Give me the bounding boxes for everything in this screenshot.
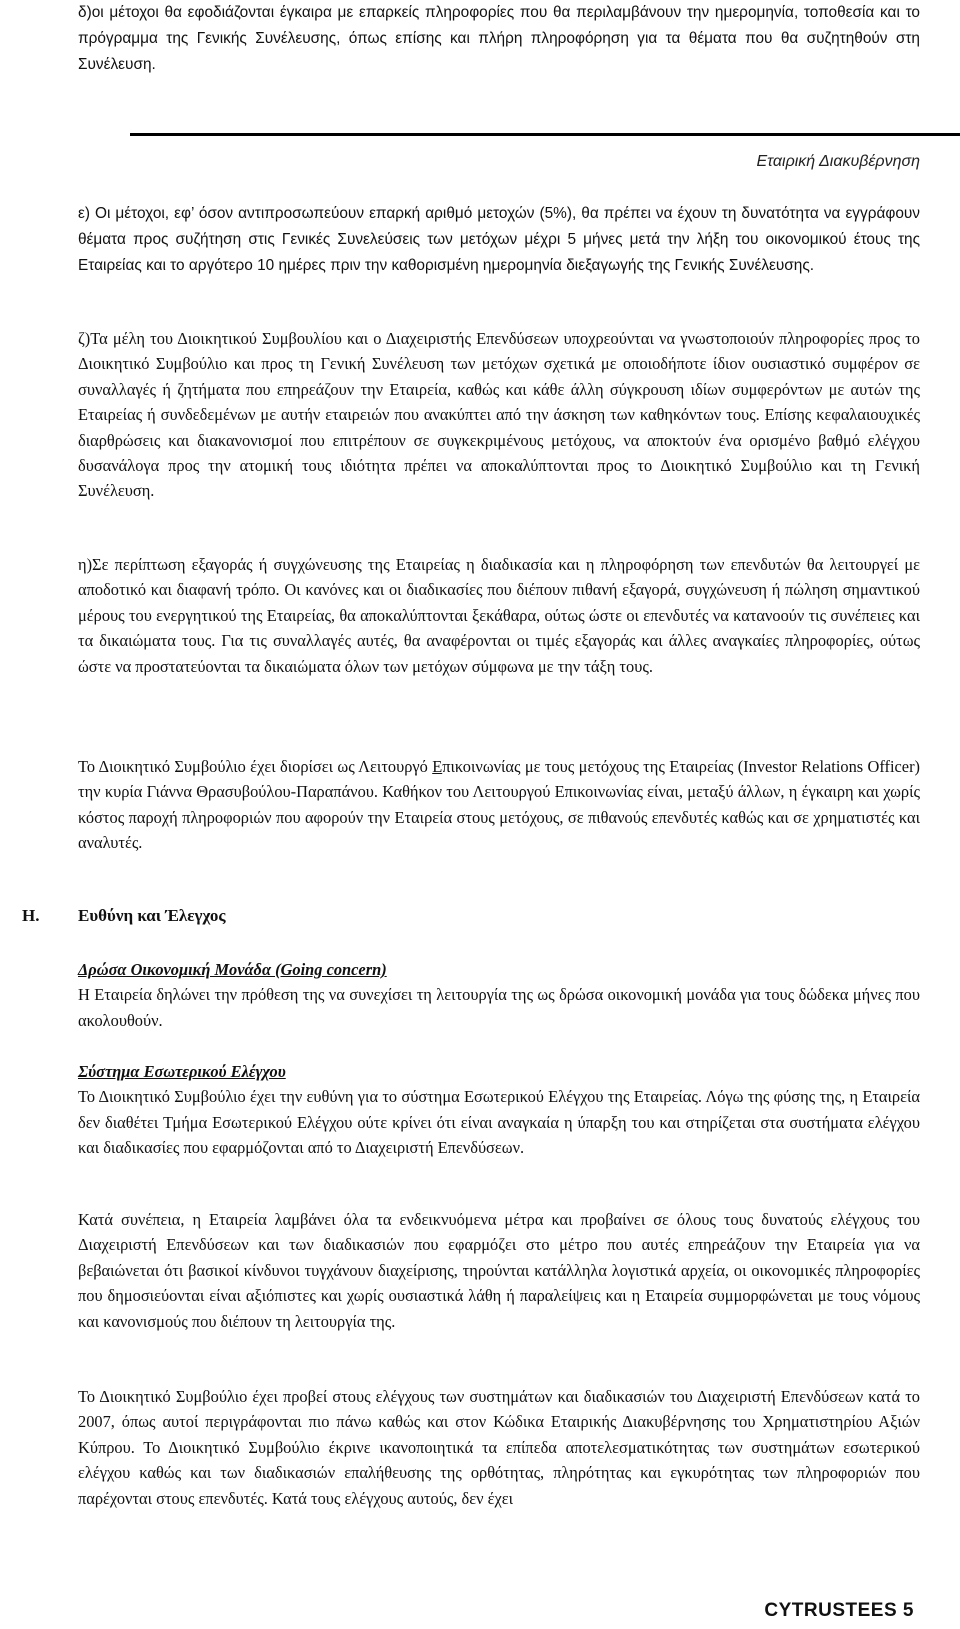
internal-control-block bbox=[78, 1059, 920, 1161]
header-rule bbox=[130, 133, 960, 136]
section-title: Ευθύνη και Έλεγχος bbox=[78, 906, 226, 925]
internal-control-text: Το Διοικητικό Συμβούλιο έχει την ευθύνη για το σύστημα Εσωτερικού Ελέγχου της Εταιρείας. Λόγω της φύσης της, η Εταιρεία δεν διαθέτει Τμήμα Εσωτερικού Ελέγχου ούτε κρίνει ότι είναι αναγκαία η ύπαρξη του και στηρίζεται στα συστήματα ελέγχου και διαδικασίες που εφαρμόζονται από το Διαχειριστή Επενδύσεων. bbox=[78, 1087, 920, 1158]
paragraph-consequently: Κατά συνέπεια, η Εταιρεία λαμβάνει όλα τα ενδεικνυόμενα μέτρα και προβαίνει σε όλους τους δυνατούς ελέγχους του Διαχειριστή Επενδύσεων και των διαδικασιών που εφαρμόζει στο μέτρο που αυτές επηρεάζουν την Εταιρεία για να βεβαιώνεται ότι βασικοί κίνδυνοι τυγχάνουν διαχείρισης, τηρούνται κατάλληλα λογιστικά αρχεία, οι οικονομικές πληροφορίες που δημοσιεύονται είναι αξιόπιστες και χωρίς ουσιαστικά λάθη ή παραλείψεις και η Εταιρεία συμμορφώνεται με τους νόμους και κανονισμούς που διέπουν τη λειτουργία της. bbox=[78, 1210, 920, 1331]
going-concern-heading: Δρώσα Οικονομική Μονάδα (Going concern) bbox=[78, 960, 387, 979]
going-concern-block bbox=[78, 957, 920, 1033]
paragraph-board-review: Το Διοικητικό Συμβούλιο έχει προβεί στους ελέγχους των συστημάτων και διαδικασιών του Διαχειριστή Επενδύσεων κατά το 2007, όπως αυτοί περιγράφονται πιο πάνω καθώς και στον Κώδικα Εταιρικής Διακυβέρνησης του Χρηματιστηρίου Αξιών Κύπρου. Το Διοικητικό Συμβούλιο έκρινε ικανοποιητικά τα επίπεδα αποτελεσματικότητας των συστημάτων εσωτερικού ελέγχου καθώς και των διαδικασιών επαλήθευσης της ορθότητας, πληρότητας και εγκυρότητας των πληροφοριών που παρέχονται στους επενδυτές. Κατά τους ελέγχους αυτούς, δεν έχει bbox=[78, 1387, 920, 1508]
paragraph-h: η)Σε περίπτωση εξαγοράς ή συγχώνευσης της Εταιρείας η διαδικασία και η πληροφόρηση των επενδυτών θα λειτουργεί με αποδοτικό και διαφανή τρόπο. Οι κανόνες και οι διαδικασίες που διέπουν πιθανή εξαγορά, συγχώνευση ή πώληση σημαντικού μέρους του ενεργητικού της Εταιρείας, θα αποκαλύπτονται ξεκάθαρα, ούτως ώστε οι επενδυτές να κατανοούν τις συνέπειες και τα δικαιώματα τους. Για τις συναλλαγές αυτές, θα αναφέρονται οι τιμές εξαγοράς και άλλες αναγκαίες πληροφορίες, ούτως ώστε να προστατεύονται τα δικαιώματα όλων των μετόχων σύμφωνα με την τάξη τους. bbox=[78, 555, 920, 676]
paragraph-investor-relations bbox=[78, 754, 920, 856]
going-concern-text: Η Εταιρεία δηλώνει την πρόθεση της να συνεχίσει τη λειτουργία της ως δρώσα οικονομική μονάδα για τους δώδεκα μήνες που ακολουθούν. bbox=[78, 985, 920, 1030]
paragraph-d: δ)οι μέτοχοι θα εφοδιάζονται έγκαιρα με επαρκείς πληροφορίες που θα περιλαμβάνουν την ημερομηνία, τοποθεσία και το πρόγραμμα της Γενικής Συνέλευσης, όπως επίσης και πλήρη πληροφόρηση για τα θέματα που θα συζητηθούν στη Συνέλευση. bbox=[78, 4, 920, 73]
internal-control-heading: Σύστημα Εσωτερικού Ελέγχου bbox=[78, 1062, 286, 1081]
paragraph-z: ζ)Τα μέλη του Διοικητικού Συμβουλίου και ο Διαχειριστής Επενδύσεων υποχρεούνται να γνωστοποιούν πληροφορίες προς το Διοικητικό Συμβούλιο και προς τη Γενική Συνέλευση των μετόχων σχετικά με οποιοδήποτε ίδιον ουσιαστικό συμφέρον σε συναλλαγές ή ζητήματα που επηρεάζουν την Εταιρεία, καθώς και κάθε άλλη σύγκρουση ιδίων συμφερόντων με αυτών της Εταιρείας ή συνδεδεμένων με αυτήν εταιρειών που ανακύπτει από την άσκηση των καθηκόντων τους. Επίσης κεφαλαιουχικές διαρθρώσεις και διακανονισμοί που επιτρέπουν σε συγκεκριμένους μετόχους, να αποκτούν ένα ορισμένο βαθμό ελέγχου δυσανάλογα προς την ατομική τους ιδιότητα πρέπει να αποκαλύπτονται προς το Διοικητικό Συμβούλιο και τη Γενική Συνέλευση. bbox=[78, 329, 920, 501]
section-letter: Η. bbox=[22, 906, 40, 925]
footer-brand-page-number: CYTRUSTEES 5 bbox=[764, 1600, 914, 1621]
ir-text-end: πικοινωνίας με τους μετόχους της Εταιρείας (Investor Relations Officer) την κυρία Γιάννα Θρασυβούλου-Παραπάνου. Καθήκον του Λειτουργού Επικοινωνίας είναι, μεταξύ άλλων, η έγκαιρη και χωρίς κόστος παροχή πληροφοριών που αφορούν την Εταιρεία στους μετόχους, σε πιθανούς επενδυτές καθώς και σε χρηματιστές και αναλυτές. bbox=[78, 757, 920, 853]
running-header: Εταιρική Διακυβέρνηση bbox=[756, 153, 920, 170]
paragraph-e: ε) Οι μέτοχοι, εφ’ όσον αντιπροσωπεύουν επαρκή αριθμό μετοχών (5%), θα πρέπει να έχουν τη δυνατότητα να εγγράφουν θέματα προς συζήτηση στις Γενικές Συνελεύσεις των μετόχων μέχρι 5 μήνες μετά την λήξη του οικονομικού έτους της Εταιρείας και το αργότερο 10 ημέρες πριν την καθορισμένη ημερομηνία διεξαγωγής της Γενικής Συνέλευσης. bbox=[78, 205, 920, 274]
ir-text-start: Το Διοικητικό Συμβούλιο έχει διορίσει ως Λειτουργό bbox=[78, 757, 433, 776]
ir-underlined-letter: Ε bbox=[432, 757, 443, 776]
